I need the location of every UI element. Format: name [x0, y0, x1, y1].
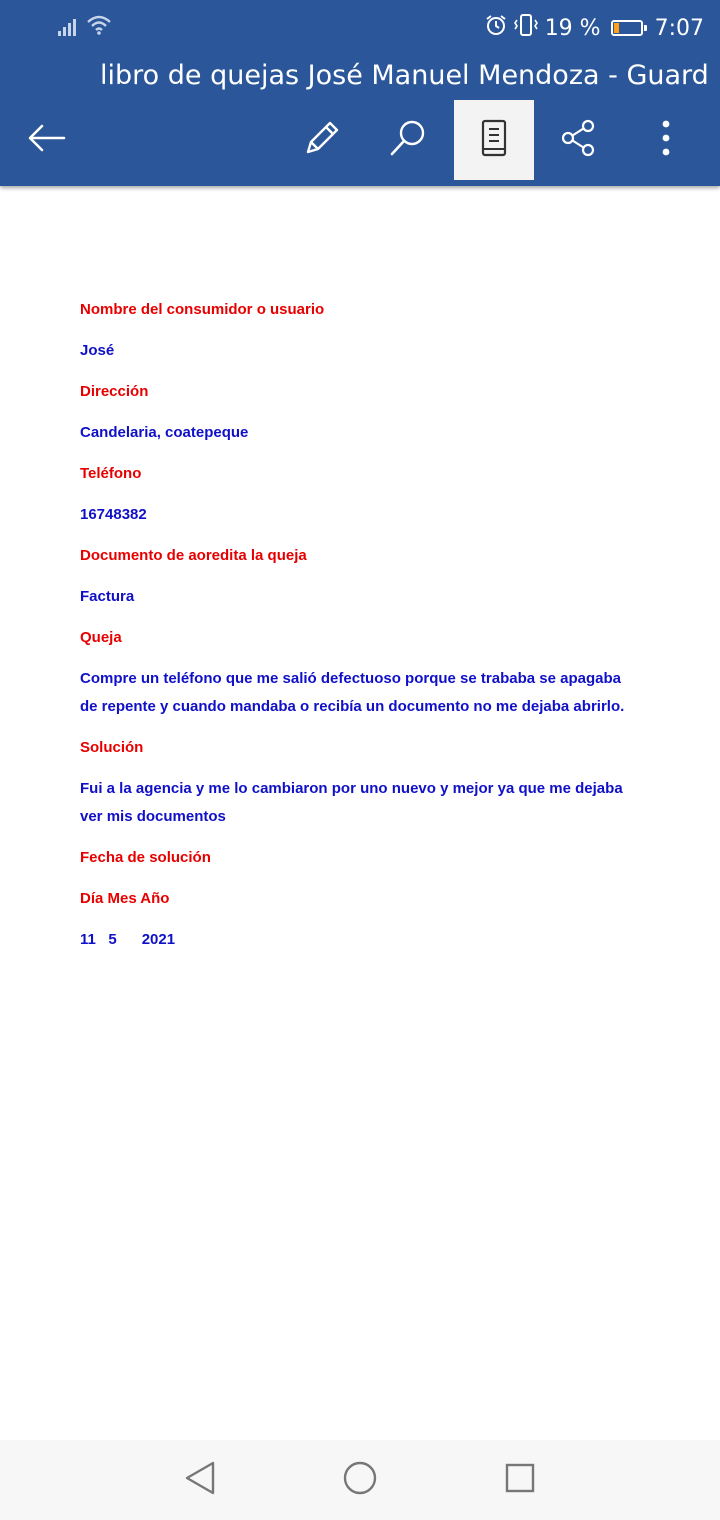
- nav-recents-button[interactable]: [496, 1456, 544, 1504]
- status-right: [485, 12, 704, 44]
- battery-icon: [611, 20, 643, 36]
- field-label: Documento de aoredita la queja: [80, 547, 307, 564]
- alarm-icon: [485, 14, 507, 42]
- nav-home-button[interactable]: [336, 1456, 384, 1504]
- document-title: libro de quejas José Manuel Mendoza - Guard: [100, 60, 709, 91]
- signal-icon: [58, 16, 80, 40]
- field-value: 16748382: [80, 506, 147, 523]
- wifi-icon: [86, 14, 112, 40]
- system-nav-bar: [0, 1440, 720, 1520]
- clock-time: 7:07: [654, 15, 704, 41]
- field-label: Queja: [80, 629, 122, 646]
- edit-pencil-icon: [302, 118, 342, 162]
- battery-level-fill: [614, 23, 619, 33]
- field-value: Compre un teléfono que me salió defectuoso porque se trababa se apagaba de repente y cuando mandaba o recibía un documento no me dejaba abrirlo.: [80, 670, 625, 715]
- share-icon: [559, 118, 599, 162]
- home-circle-icon: [342, 1460, 378, 1500]
- back-triangle-icon: [183, 1460, 217, 1500]
- search-button[interactable]: [368, 100, 448, 180]
- reading-view-button[interactable]: [454, 100, 534, 180]
- field-label: Día Mes Año: [80, 890, 170, 907]
- field-label: Dirección: [80, 383, 149, 400]
- back-arrow-icon: [26, 123, 66, 157]
- app-bar: [0, 0, 720, 186]
- more-vertical-icon: [661, 120, 671, 160]
- field-label: Solución: [80, 739, 144, 756]
- field-label: Nombre del consumidor o usuario: [80, 301, 325, 318]
- document-body: [80, 296, 640, 967]
- status-bar: [0, 0, 720, 56]
- field-value: Factura: [80, 588, 135, 605]
- edit-button[interactable]: [282, 100, 362, 180]
- field-value: 11 5 2021: [80, 931, 176, 948]
- field-label: Teléfono: [80, 465, 142, 482]
- nav-back-button[interactable]: [176, 1456, 224, 1504]
- status-left-icons: [58, 14, 112, 40]
- share-button[interactable]: [539, 100, 619, 180]
- recents-square-icon: [504, 1462, 536, 1498]
- search-icon: [388, 118, 428, 162]
- battery-percent: 19 %: [544, 15, 601, 41]
- field-value: José: [80, 342, 115, 359]
- field-value: Candelaria, coatepeque: [80, 424, 249, 441]
- back-button[interactable]: [6, 100, 86, 180]
- reading-view-icon: [480, 118, 508, 162]
- field-value: Fui a la agencia y me lo cambiaron por uno nuevo y mejor ya que me dejaba ver mis documentos: [80, 780, 623, 825]
- vibrate-icon: [513, 13, 539, 43]
- field-label: Fecha de solución: [80, 849, 211, 866]
- more-options-button[interactable]: [626, 100, 706, 180]
